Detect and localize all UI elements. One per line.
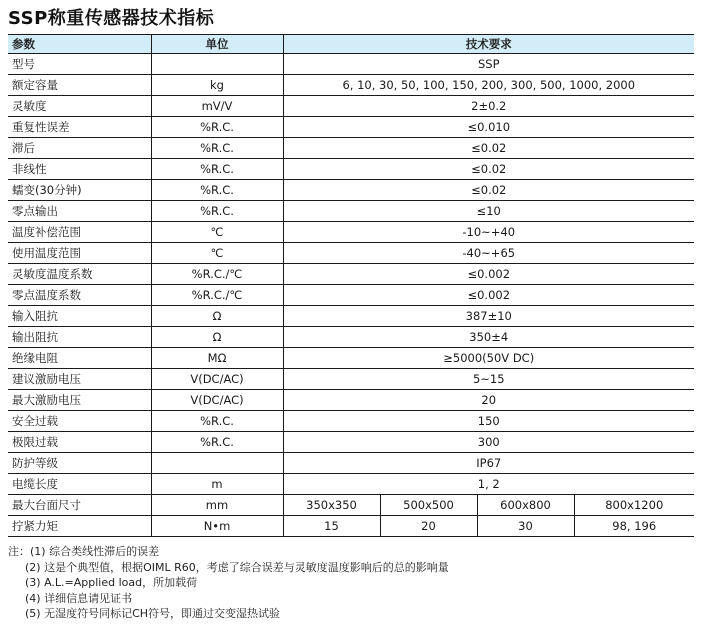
table-row <box>8 180 694 201</box>
value-cell: ≤0.010 <box>283 117 694 138</box>
table-row <box>8 453 694 474</box>
unit-cell: %R.C. <box>151 411 283 432</box>
param-cell: 非线性 <box>8 159 151 180</box>
table-row <box>8 369 694 390</box>
notes-prefix: 注： <box>8 545 30 558</box>
value-cell: 300 <box>283 432 694 453</box>
table-row <box>8 96 694 117</box>
unit-cell: mV/V <box>151 96 283 117</box>
table-row <box>8 138 694 159</box>
value-cell: ≤0.02 <box>283 180 694 201</box>
param-cell: 最大台面尺寸 <box>8 495 151 516</box>
param-cell: 灵敏度 <box>8 96 151 117</box>
notes-section <box>8 544 449 622</box>
value-cell: ≤10 <box>283 201 694 222</box>
table-row <box>8 327 694 348</box>
header-unit: 单位 <box>151 35 283 54</box>
param-cell: 安全过载 <box>8 411 151 432</box>
value-cell: 387±10 <box>283 306 694 327</box>
header-value: 技术要求 <box>283 35 694 54</box>
note-item: (4) 详细信息请见证书 <box>25 591 133 605</box>
param-cell: 重复性误差 <box>8 117 151 138</box>
value-cell: 5~15 <box>283 369 694 390</box>
table-row <box>8 75 694 96</box>
value-sub-cell: 600x800 <box>477 495 574 516</box>
value-cell: 350±4 <box>283 327 694 348</box>
value-cell: 20 <box>283 390 694 411</box>
value-sub-cell: 20 <box>380 516 477 537</box>
value-sub-cell: 500x500 <box>380 495 477 516</box>
param-cell: 拧紧力矩 <box>8 516 151 537</box>
value-cell: ≤0.02 <box>283 159 694 180</box>
value-cell: ≤0.002 <box>283 285 694 306</box>
unit-cell <box>151 54 283 75</box>
unit-cell: %R.C. <box>151 138 283 159</box>
unit-cell: %R.C. <box>151 432 283 453</box>
param-cell: 极限过载 <box>8 432 151 453</box>
unit-cell: m <box>151 474 283 495</box>
value-sub-cell: 15 <box>283 516 380 537</box>
header-param: 参数 <box>8 35 151 54</box>
table-row <box>8 474 694 495</box>
value-sub-cell: 30 <box>477 516 574 537</box>
value-cell: SSP <box>283 54 694 75</box>
note-item: (3) A.L.=Applied load，所加载荷 <box>25 576 198 589</box>
table-row <box>8 390 694 411</box>
value-cell: 6, 10, 30, 50, 100, 150, 200, 300, 500, 1000, 2000 <box>283 75 694 96</box>
unit-cell: %R.C. <box>151 117 283 138</box>
value-sub-cell: 98, 196 <box>574 516 694 537</box>
param-cell: 绝缘电阻 <box>8 348 151 369</box>
value-cell: ≤0.02 <box>283 138 694 159</box>
value-sub-cell: 800x1200 <box>574 495 694 516</box>
param-cell: 灵敏度温度系数 <box>8 264 151 285</box>
table-row <box>8 516 694 537</box>
value-cell: -40~+65 <box>283 243 694 264</box>
table-header-row <box>8 35 694 54</box>
unit-cell: N•m <box>151 516 283 537</box>
table-row <box>8 432 694 453</box>
param-cell: 防护等级 <box>8 453 151 474</box>
unit-cell: %R.C. <box>151 201 283 222</box>
spec-table <box>8 34 694 537</box>
unit-cell: MΩ <box>151 348 283 369</box>
param-cell: 建议激励电压 <box>8 369 151 390</box>
unit-cell: V(DC/AC) <box>151 390 283 411</box>
value-cell: ≥5000(50V DC) <box>283 348 694 369</box>
unit-cell: %R.C./℃ <box>151 285 283 306</box>
table-row <box>8 159 694 180</box>
table-row <box>8 264 694 285</box>
table-row <box>8 201 694 222</box>
value-cell: 150 <box>283 411 694 432</box>
value-cell: -10~+40 <box>283 222 694 243</box>
param-cell: 输入阻抗 <box>8 306 151 327</box>
param-cell: 零点温度系数 <box>8 285 151 306</box>
unit-cell: %R.C. <box>151 159 283 180</box>
param-cell: 零点输出 <box>8 201 151 222</box>
value-cell: 1, 2 <box>283 474 694 495</box>
param-cell: 使用温度范围 <box>8 243 151 264</box>
param-cell: 输出阻抗 <box>8 327 151 348</box>
unit-cell: ℃ <box>151 222 283 243</box>
note-line <box>8 544 449 560</box>
table-row <box>8 411 694 432</box>
table-row <box>8 285 694 306</box>
unit-cell: %R.C./℃ <box>151 264 283 285</box>
unit-cell <box>151 453 283 474</box>
unit-cell: %R.C. <box>151 180 283 201</box>
value-sub-cell: 350x350 <box>283 495 380 516</box>
table-row <box>8 54 694 75</box>
table-row <box>8 306 694 327</box>
value-cell: ≤0.002 <box>283 264 694 285</box>
unit-cell: ℃ <box>151 243 283 264</box>
note-item: (1) 综合类线性滞后的误差 <box>30 545 160 558</box>
table-row <box>8 348 694 369</box>
param-cell: 电缆长度 <box>8 474 151 495</box>
unit-cell: V(DC/AC) <box>151 369 283 390</box>
value-cell: IP67 <box>283 453 694 474</box>
value-cell: 2±0.2 <box>283 96 694 117</box>
param-cell: 温度补偿范围 <box>8 222 151 243</box>
param-cell: 滞后 <box>8 138 151 159</box>
table-row <box>8 495 694 516</box>
table-row <box>8 222 694 243</box>
param-cell: 蠕变(30分钟) <box>8 180 151 201</box>
unit-cell: mm <box>151 495 283 516</box>
unit-cell: Ω <box>151 327 283 348</box>
unit-cell: kg <box>151 75 283 96</box>
param-cell: 最大激励电压 <box>8 390 151 411</box>
param-cell: 型号 <box>8 54 151 75</box>
table-row <box>8 243 694 264</box>
unit-cell: Ω <box>151 306 283 327</box>
note-item: (2) 这是个典型值，根据OIML R60，考虑了综合误差与灵敏度温度影响后的总的影响量 <box>25 560 449 574</box>
param-cell: 额定容量 <box>8 75 151 96</box>
table-row <box>8 117 694 138</box>
note-item: (5) 无湿度符号同标记CH符号，即通过交变湿热试验 <box>25 607 281 620</box>
page-title: SSP称重传感器技术指标 <box>8 8 215 29</box>
